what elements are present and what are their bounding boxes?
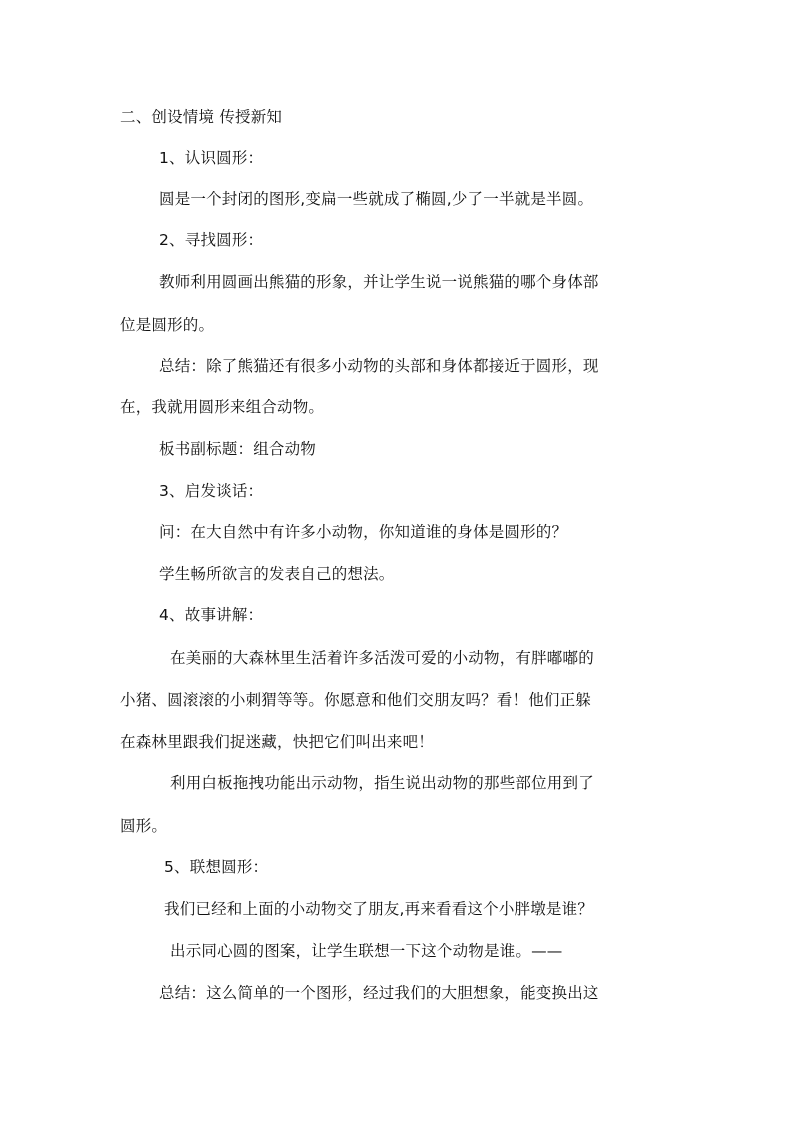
sub5-summary: 总结：这么简单的一个图形，经过我们的大胆想象，能变换出这 (159, 984, 599, 1002)
sub5-text2: 出示同心圆的图案，让学生联想一下这个动物是谁。—— (170, 942, 563, 960)
sub4-story-line1: 在美丽的大森林里生活着许多活泼可爱的小动物，有胖嘟嘟的 (170, 649, 594, 667)
sub2-summary-line1: 总结：除了熊猫还有很多小动物的头部和身体都接近于圆形，现 (159, 357, 599, 375)
section-heading: 二、创设情境 传授新知 (120, 108, 283, 126)
sub2-text-line1: 教师利用圆画出熊猫的形象，并让学生说一说熊猫的哪个身体部 (159, 273, 599, 291)
sub4-story-line2: 小猪、圆滚滚的小刺猬等等。你愿意和他们交朋友吗？看！他们正躲 (120, 691, 592, 709)
sub5-title: 5、联想圆形： (164, 858, 269, 876)
sub1-title: 1、认识圆形： (159, 149, 264, 167)
sub1-text: 圆是一个封闭的图形,变扁一些就成了椭圆,少了一半就是半圆。 (159, 190, 594, 208)
sub3-question: 问：在大自然中有许多小动物，你知道谁的身体是圆形的？ (159, 523, 568, 541)
sub5-text1: 我们已经和上面的小动物交了朋友,再来看看这个小胖墩是谁？ (164, 900, 594, 918)
sub3-title: 3、启发谈话： (159, 482, 264, 500)
sub2-text-line2: 位是圆形的。 (120, 316, 215, 334)
sub4-whiteboard-line1: 利用白板拖拽功能出示动物，指生说出动物的那些部位用到了 (170, 774, 594, 792)
sub4-story-line3: 在森林里跟我们捉迷藏，快把它们叫出来吧！ (120, 733, 435, 751)
sub4-whiteboard-line2: 圆形。 (120, 817, 168, 835)
sub4-title: 4、故事讲解： (159, 606, 264, 624)
sub2-summary-line2: 在，我就用圆形来组合动物。 (120, 398, 325, 416)
sub3-answer: 学生畅所欲言的发表自己的想法。 (159, 565, 395, 583)
board-subtitle: 板书副标题：组合动物 (159, 440, 317, 458)
sub2-title: 2、寻找圆形： (159, 231, 264, 249)
